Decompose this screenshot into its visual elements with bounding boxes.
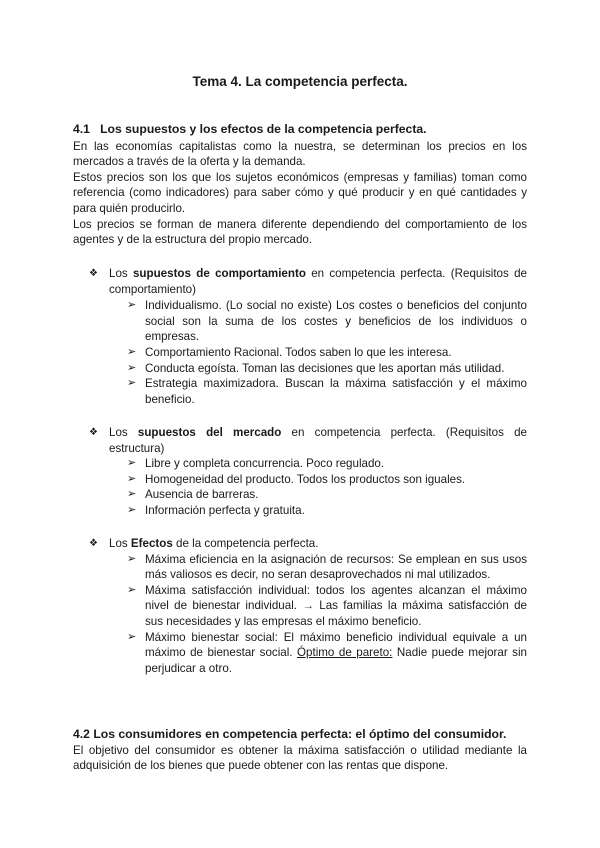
diamond-bullet: [73, 266, 527, 297]
section-4-2: [73, 727, 527, 774]
arrow-bullet: [73, 456, 527, 472]
arrow-bullet-text-pre: Máximo bienestar social: El máximo beneficio individual equivale a un máximo de bienestar social.: [145, 630, 527, 660]
arrow-bullet-text: Máxima satisfacción individual: todos los agentes alcanzan el máximo nivel de bienestar individual. → Las familias la máxima satisfacción de sus necesidades y las empresas el máximo beneficio.: [145, 583, 527, 628]
section-4-1: [73, 122, 527, 248]
bullet-group-efectos: [73, 536, 527, 676]
diamond-bullet-icon: ❖: [89, 427, 98, 438]
arrow-bullet-text: Individualismo. (Lo social no existe) Los costes o beneficios del conjunto social son la suma de los costes y beneficios de los individuos o empresas.: [145, 299, 527, 344]
arrow-bullet-icon: ➢: [127, 488, 137, 501]
bullet-text-pre: Los: [109, 426, 138, 439]
arrow-bullet: [73, 552, 527, 583]
paragraph: En las economías capitalistas como la nuestra, se determinan los precios en los mercados a través de la oferta y la demanda.: [73, 139, 527, 169]
paragraph: El objetivo del consumidor es obtener la máxima satisfacción o utilidad mediante la adquisición de los bienes que puede obtener con las rentas que dispone.: [73, 743, 527, 773]
arrow-bullet-icon: ➢: [127, 503, 137, 516]
bullet-text-pre: Los: [109, 537, 131, 550]
diamond-bullet: [73, 536, 527, 552]
paragraph: Los precios se forman de manera diferente dependiendo del comportamiento de los agentes y de la estructura del propio mercado.: [73, 217, 527, 247]
arrow-bullet-text: Estrategia maximizadora. Buscan la máxima satisfacción y el máximo beneficio.: [145, 377, 527, 406]
arrow-bullet-icon: ➢: [127, 345, 137, 358]
arrow-bullet: [73, 361, 527, 377]
bullet-text-post: de la competencia perfecta.: [172, 537, 319, 550]
arrow-bullet-text: Conducta egoísta. Toman las decisiones que les aportan más utilidad.: [145, 361, 505, 375]
arrow-bullet: [73, 487, 527, 503]
bullet-text-bold: Efectos: [130, 537, 173, 550]
bullet-text-pre: Los: [109, 267, 133, 280]
arrow-bullet-text: Homogeneidad del producto. Todos los productos son iguales.: [145, 472, 466, 486]
arrow-bullet-icon: ➢: [127, 361, 137, 374]
arrow-bullet-icon: ➢: [127, 583, 137, 596]
arrow-bullet-icon: ➢: [127, 472, 137, 485]
arrow-bullet: [73, 503, 527, 519]
arrow-bullet-icon: ➢: [127, 457, 137, 470]
bullet-group-comportamiento: [73, 266, 527, 407]
arrow-bullet: [73, 472, 527, 488]
diamond-bullet-icon: ❖: [89, 538, 98, 549]
document-title: Tema 4. La competencia perfecta.: [192, 74, 408, 89]
arrow-bullet-text-post: Nadie puede mejorar sin perjudicar a otro.: [145, 646, 527, 675]
bullet-text-bold: supuestos de comportamiento: [132, 267, 306, 280]
arrow-bullet: [73, 630, 527, 677]
diamond-bullet: [73, 425, 527, 456]
arrow-bullet-text: Comportamiento Racional. Todos saben lo que les interesa.: [145, 345, 452, 359]
bullet-text-post: en competencia perfecta. (Requisitos de estructura): [109, 426, 527, 455]
arrow-bullet-icon: ➢: [127, 299, 137, 312]
bullet-text-post: en competencia perfecta. (Requisitos de comportamiento): [109, 267, 527, 296]
paragraph: Estos precios son los que los sujetos económicos (empresas y familias) toman como referencia (como indicadores) para saber cómo y qué producir y en qué cantidades y para quién producirlo.: [73, 170, 527, 215]
arrow-bullet: [73, 376, 527, 407]
arrow-bullet: [73, 345, 527, 361]
section-heading: 4.2 Los consumidores en competencia perfecta: el óptimo del consumidor.: [73, 727, 507, 741]
arrow-bullet-text: Información perfecta y gratuita.: [145, 503, 305, 517]
arrow-bullet: [73, 583, 527, 630]
arrow-bullet-text: Ausencia de barreras.: [145, 488, 259, 502]
pareto-underlined-term: Óptimo de pareto:: [297, 646, 393, 660]
arrow-bullet-text: Máxima eficiencia en la asignación de recursos: Se emplean en sus usos más valiosos es decir, no seran desaprovechados ni mal utilizados.: [145, 552, 527, 582]
bullet-group-mercado: [73, 425, 527, 519]
arrow-bullet-text: Libre y completa concurrencia. Poco regulado.: [145, 457, 385, 471]
arrow-bullet-icon: ➢: [127, 552, 137, 565]
diamond-bullet-icon: ❖: [89, 268, 98, 279]
arrow-bullet: [73, 298, 527, 345]
arrow-bullet-icon: ➢: [127, 630, 137, 643]
bullet-text-bold: supuestos del mercado: [137, 426, 282, 439]
section-heading: 4.1 Los supuestos y los efectos de la competencia perfecta.: [73, 122, 427, 136]
arrow-bullet-icon: ➢: [127, 377, 137, 390]
